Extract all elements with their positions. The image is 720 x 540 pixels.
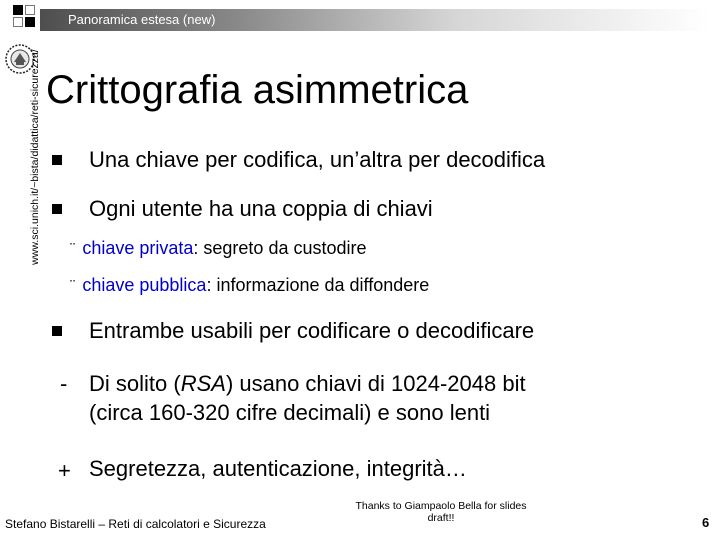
square-bullet-icon (52, 155, 62, 165)
plus-marker: + (58, 458, 71, 483)
footer-credits-line-1: Thanks to Giampaolo Bella for slides (355, 500, 527, 512)
page-number: 6 (702, 515, 710, 530)
header-title: Panoramica estesa (new) (68, 12, 216, 27)
sub-bullet-text: : informazione da diffondere (206, 275, 430, 295)
keyword-private-key: chiave privata (82, 238, 194, 258)
square-bullet-icon (52, 326, 62, 336)
bullet-text: Una chiave per codifica, un’altra per decodifica (89, 147, 546, 172)
footer-credits-line-2: draft!! (427, 512, 455, 524)
sub-bullet-item (70, 238, 367, 259)
header-bar (40, 9, 710, 31)
corner-square-1 (13, 5, 23, 15)
bullet-text: Entrambe usabili per codificare o decodificare (89, 318, 535, 343)
footer-author: Stefano Bistarelli – Reti di calcolatori e Sicurezza (5, 517, 266, 531)
sub-bullet-text: : segreto da custodire (193, 238, 367, 258)
corner-square-3 (13, 17, 23, 27)
square-bullet-icon (52, 204, 62, 214)
hollow-square-bullet-icon: ¨ (70, 241, 76, 258)
minus-marker: - (60, 371, 68, 396)
sub-bullet-item (70, 275, 429, 296)
footer-credits (333, 500, 549, 524)
bullet-text: Ogni utente ha una coppia di chiavi (89, 196, 433, 221)
slide-title: Crittografia asimmetrica (46, 68, 469, 112)
keyword-public-key: chiave pubblica (82, 275, 207, 295)
minus-line-2: (circa 160-320 cifre decimali) e sono lenti (89, 400, 491, 425)
plus-line: Segretezza, autenticazione, integrità… (89, 456, 467, 481)
hollow-square-bullet-icon: ¨ (70, 278, 76, 295)
minus-line-1: Di solito (RSA) usano chiavi di 1024-2048 bit (89, 371, 526, 396)
side-url: www.sci.unich.it/~bista/didattica/reti-sicurezza/ (29, 49, 41, 265)
